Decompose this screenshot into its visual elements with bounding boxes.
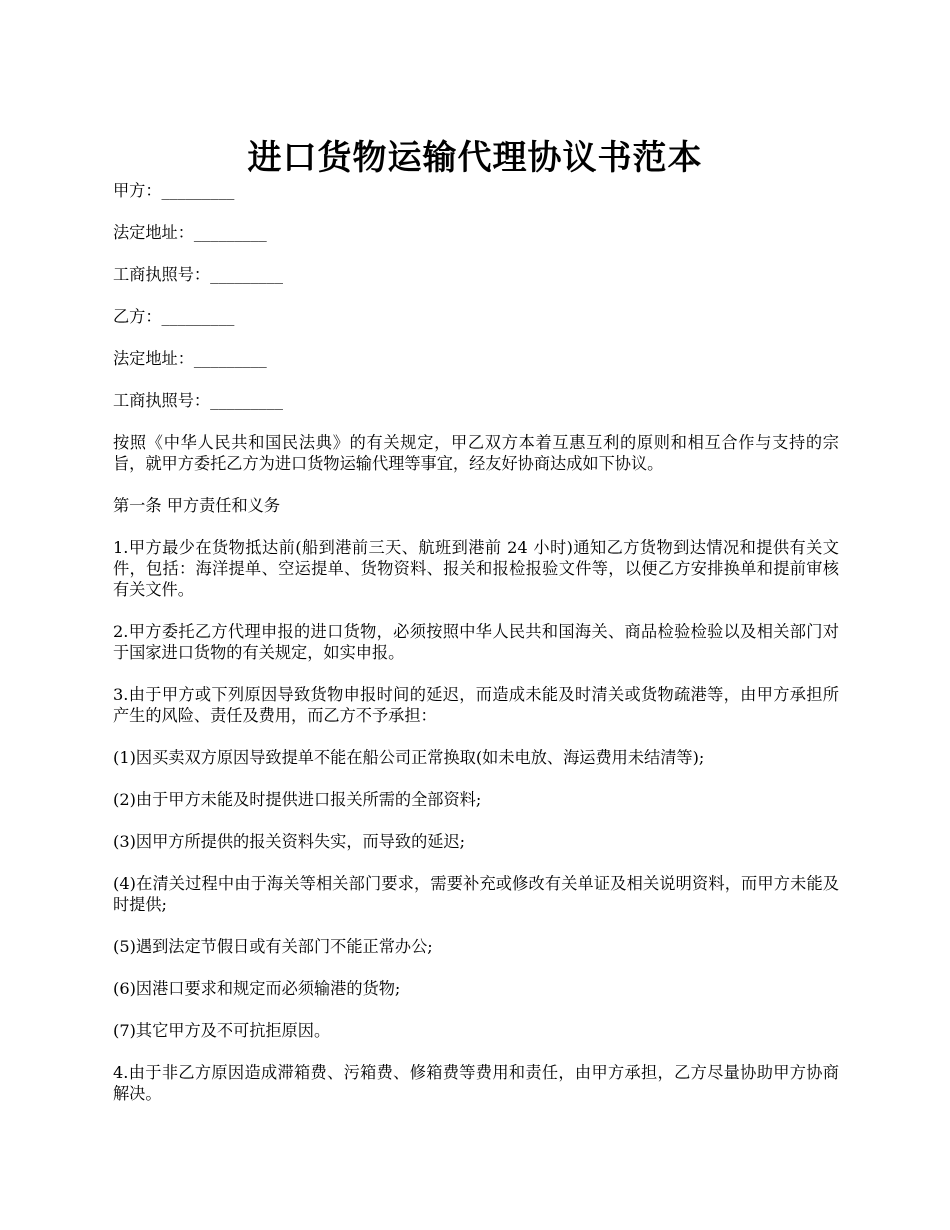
sub-clause-item: (2)由于甲方未能及时提供进口报关所需的全部资料; bbox=[113, 790, 482, 809]
preamble-paragraph: 按照《中华人民共和国民法典》的有关规定，甲乙双方本着互惠互利的原则和相互合作与支持的宗旨，就甲方委托乙方为进口货物运输代理等事宜，经友好协商达成如下协议。 bbox=[113, 433, 839, 473]
clause-paragraph: 4.由于非乙方原因造成滞箱费、污箱费、修箱费等费用和责任，由甲方承担，乙方尽量协助甲方协商解决。 bbox=[113, 1063, 839, 1103]
sub-clause-item: (1)因买卖双方原因导致提单不能在船公司正常换取(如未电放、海运费用未结清等); bbox=[113, 748, 705, 767]
clause-paragraph: 3.由于甲方或下列原因导致货物申报时间的延迟，而造成未能及时清关或货物疏港等，由甲方承担所产生的风险、责任及费用，而乙方不予承担： bbox=[113, 685, 839, 725]
clause-paragraph: 2.甲方委托乙方代理申报的进口货物，必须按照中华人民共和国海关、商品检验检验以及相关部门对于国家进口货物的有关规定，如实申报。 bbox=[113, 622, 839, 662]
sub-clause-item: (4)在清关过程中由于海关等相关部门要求，需要补充或修改有关单证及相关说明资料，而甲方未能及时提供; bbox=[113, 874, 839, 914]
sub-clause-item: (6)因港口要求和规定而必须输港的货物; bbox=[113, 979, 401, 998]
document-title: 进口货物运输代理协议书范本 bbox=[247, 137, 703, 178]
party-a-field: 甲方：_________ bbox=[113, 181, 235, 200]
party-b-license-field: 工商执照号：_________ bbox=[113, 391, 283, 410]
sub-clause-item: (3)因甲方所提供的报关资料失实，而导致的延迟; bbox=[113, 832, 466, 851]
party-a-license-field: 工商执照号：_________ bbox=[113, 265, 283, 284]
sub-clause-item: (5)遇到法定节假日或有关部门不能正常办公; bbox=[113, 937, 433, 956]
article-heading: 第一条 甲方责任和义务 bbox=[113, 496, 281, 515]
party-b-address-field: 法定地址：_________ bbox=[113, 349, 267, 368]
party-a-address-field: 法定地址：_________ bbox=[113, 223, 267, 242]
document-body bbox=[113, 180, 839, 1125]
clause-paragraph: 1.甲方最少在货物抵达前(船到港前三天、航班到港前 24 小时)通知乙方货物到达情况和提供有关文件，包括：海洋提单、空运提单、货物资料、报关和报检报验文件等，以便乙方安排换单和提前审核有关文件。 bbox=[113, 538, 839, 599]
party-b-field: 乙方：_________ bbox=[113, 307, 235, 326]
sub-clause-item: (7)其它甲方及不可抗拒原因。 bbox=[113, 1021, 331, 1040]
